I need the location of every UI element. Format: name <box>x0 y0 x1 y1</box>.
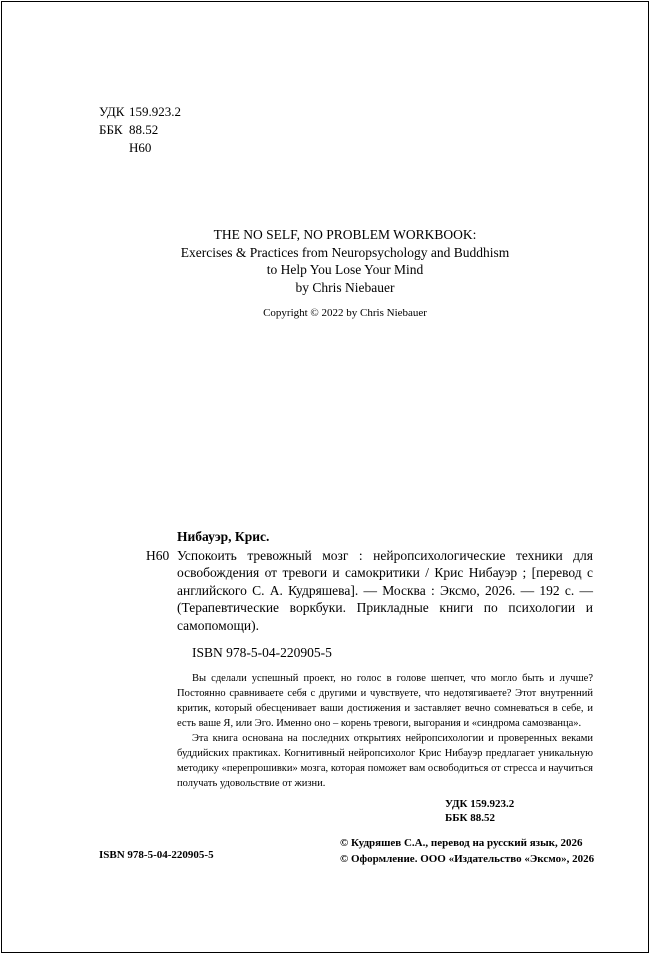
footer-copyrights <box>340 835 594 867</box>
udk-label: УДК <box>99 104 125 119</box>
annotation-paragraph-2: Эта книга основана на последних открытиях нейропсихологии и проверенных веками буддийских практиках. Когнитивный нейропсихолог Крис Нибауэр предлагает уникальную методику «перепрошивки» мозга, которая поможет вам освободиться от стресса и научиться получать удовольствие от жизни. <box>177 732 593 789</box>
annotation-paragraph-1: Вы сделали успешный проект, но голос в голове шепчет, что могло быть и лучше? Постоянно сравниваете себя с другими и чувствуете, что недотягиваете? Этот внутренний критик, который обесценивает ваши достижения и заставляет вечно сомневаться в себе, и есть ваше Я, или Эго. Именно оно – корень тревоги, выгорания и «синдрома самозванца». <box>177 672 593 729</box>
copyright-translation: © Кудряшев С.А., перевод на русский язык, 2026 <box>340 837 583 849</box>
copyright-design: © Оформление. ООО «Издательство «Эксмо», 2026 <box>340 853 595 865</box>
original-author: by Chris Niebauer <box>295 279 395 295</box>
annotation <box>100 671 593 791</box>
record-description: Успокоить тревожный мозг : нейропсихологические техники для освобождения от тревоги и самокритики / Крис Нибауэр ; [перевод с английского С. А. Кудряшева]. — Москва : Эксмо, 2026. — 192 с. — (Терапевтические воркбуки. Прикладные книги по психологии и самопомощи). <box>177 547 593 633</box>
record-author-mark: Н60 <box>146 547 170 563</box>
original-subtitle-line2: to Help You Lose Your Mind <box>266 262 424 277</box>
record-entry <box>100 547 593 635</box>
original-edition-block <box>100 226 590 323</box>
udk-value: 159.923.2 <box>129 104 181 119</box>
record-isbn: ISBN 978-5-04-220905-5 <box>192 645 332 660</box>
author-mark: Н60 <box>129 140 152 155</box>
bbk-value: 88.52 <box>129 122 159 137</box>
original-subtitle-line1: Exercises & Practices from Neuropsychology and Buddhism <box>180 244 510 260</box>
bbk-label: ББК <box>99 122 123 137</box>
bibliographic-record <box>100 528 593 825</box>
record-author: Нибауэр, Крис. <box>177 529 270 544</box>
bbk-row <box>99 121 181 139</box>
record-bbk: ББК 88.52 <box>445 811 496 824</box>
original-copyright: Copyright © 2022 by Chris Niebauer <box>263 307 427 319</box>
footer-isbn: ISBN 978-5-04-220905-5 <box>99 849 214 861</box>
udk-row <box>99 103 181 121</box>
classification-codes <box>99 103 181 157</box>
record-codes <box>445 797 593 825</box>
record-udk: УДК 159.923.2 <box>445 797 515 810</box>
original-title: THE NO SELF, NO PROBLEM WORKBOOK: <box>213 227 477 242</box>
